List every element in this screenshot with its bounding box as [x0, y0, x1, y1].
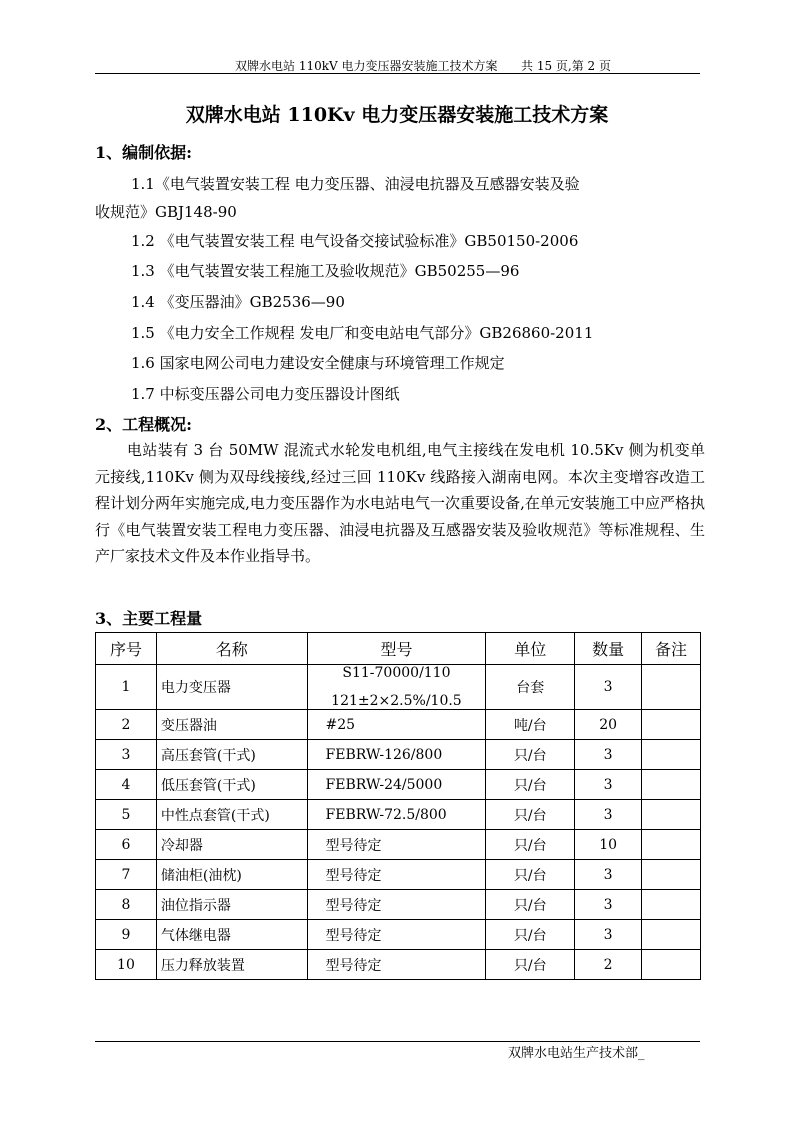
row-no: 4: [96, 770, 157, 800]
row-quantity: 10: [575, 830, 642, 860]
col-header-name: 名称: [156, 633, 307, 665]
table-row: [96, 740, 701, 770]
document-title: 双牌水电站 110Kv 电力变压器安装施工技术方案: [185, 104, 609, 126]
row-no: 10: [96, 950, 157, 980]
row-quantity: 20: [575, 710, 642, 740]
basis-item: 1.6 国家电网公司电力建设安全健康与环境管理工作规定: [131, 354, 505, 372]
row-name: 冷却器: [156, 830, 307, 860]
row-name: 储油柜(油枕): [156, 860, 307, 890]
row-unit: 只/台: [486, 800, 575, 830]
basis-item: 1.4 《变压器油》GB2536—90: [131, 293, 345, 311]
row-unit: 吨/台: [486, 710, 575, 740]
row-model: #25: [307, 710, 486, 740]
row-unit: 只/台: [486, 830, 575, 860]
page-header: [95, 55, 700, 74]
table-row: [96, 665, 701, 710]
row-model: 型号待定: [307, 860, 486, 890]
header-doc-title: 双牌水电站 110kV 电力变压器安装施工技术方案: [235, 59, 498, 73]
section-2-heading: 2、工程概况:: [95, 415, 193, 434]
row-name: 油位指示器: [156, 890, 307, 920]
row-model: [307, 665, 486, 710]
row-unit: 只/台: [486, 890, 575, 920]
basis-item: 1.2 《电气装置安装工程 电气设备交接试验标准》GB50150-2006: [131, 232, 579, 250]
row-unit: 只/台: [486, 860, 575, 890]
row-note: [642, 920, 701, 950]
col-header-model: 型号: [307, 633, 486, 665]
row-no: 5: [96, 800, 157, 830]
row-quantity: 2: [575, 950, 642, 980]
row-note: [642, 710, 701, 740]
row-model: 型号待定: [307, 890, 486, 920]
row-no: 3: [96, 740, 157, 770]
table-row: [96, 920, 701, 950]
row-note: [642, 740, 701, 770]
row-quantity: 3: [575, 770, 642, 800]
row-no: 2: [96, 710, 157, 740]
row-model-line: S11-70000/110: [342, 665, 451, 681]
table-header-row: [96, 633, 701, 665]
row-unit: 只/台: [486, 950, 575, 980]
section-3-heading: 3、主要工程量: [95, 609, 203, 628]
table-row: [96, 710, 701, 740]
col-header-unit: 单位: [486, 633, 575, 665]
basis-item: 1.1《电气装置安装工程 电力变压器、油浸电抗器及互感器安装及验: [131, 175, 580, 193]
row-note: [642, 770, 701, 800]
row-note: [642, 860, 701, 890]
row-quantity: 3: [575, 665, 642, 710]
row-no: 1: [96, 665, 157, 710]
row-name: 中性点套管(干式): [156, 800, 307, 830]
section-1-heading: 1、编制依据:: [95, 143, 193, 162]
row-note: [642, 950, 701, 980]
row-no: 7: [96, 860, 157, 890]
row-unit: 只/台: [486, 920, 575, 950]
col-header-quantity: 数量: [575, 633, 642, 665]
row-model: 型号待定: [307, 830, 486, 860]
row-model: FEBRW-126/800: [307, 740, 486, 770]
table-row: [96, 770, 701, 800]
row-name: 压力释放装置: [156, 950, 307, 980]
basis-item: 1.3 《电气装置安装工程施工及验收规范》GB50255—96: [131, 262, 520, 280]
table-row: [96, 890, 701, 920]
row-quantity: 3: [575, 860, 642, 890]
col-header-note: 备注: [642, 633, 701, 665]
row-model-line: 121±2×2.5%/10.5: [331, 693, 462, 709]
row-no: 6: [96, 830, 157, 860]
row-unit: 只/台: [486, 770, 575, 800]
row-quantity: 3: [575, 920, 642, 950]
row-note: [642, 665, 701, 710]
row-model: FEBRW-24/5000: [307, 770, 486, 800]
row-unit: 台套: [486, 665, 575, 710]
row-name: 变压器油: [156, 710, 307, 740]
basis-item: 1.5 《电力安全工作规程 发电厂和变电站电气部分》GB26860-2011: [131, 324, 594, 342]
row-unit: 只/台: [486, 740, 575, 770]
row-note: [642, 890, 701, 920]
page-footer: 双牌水电站生产技术部_: [508, 1046, 645, 1061]
row-model: 型号待定: [307, 950, 486, 980]
table-row: [96, 800, 701, 830]
row-name: 电力变压器: [156, 665, 307, 710]
row-note: [642, 800, 701, 830]
row-no: 9: [96, 920, 157, 950]
table-row: [96, 950, 701, 980]
table-row: [96, 830, 701, 860]
row-name: 低压套管(干式): [156, 770, 307, 800]
row-quantity: 3: [575, 740, 642, 770]
row-model: FEBRW-72.5/800: [307, 800, 486, 830]
quantity-table: [95, 632, 701, 980]
header-page-info: 共 15 页,第 2 页: [521, 59, 611, 73]
basis-item: 收规范》GBJ148-90: [95, 203, 237, 221]
row-quantity: 3: [575, 800, 642, 830]
row-no: 8: [96, 890, 157, 920]
col-header-no: 序号: [96, 633, 157, 665]
row-note: [642, 830, 701, 860]
project-overview-text: 电站装有 3 台 50MW 混流式水轮发电机组,电气主接线在发电机 10.5Kv 侧为机变单元接线,110Kv 侧为双母线接线,经过三回 110Kv 线路接入湖南电网。本次主变增容改造工程计划分两年实施完成,电力变压器作为水电站电气一次重要设备,在单元安装施工中应严格执行《电气装置安装工程电力变压器、油浸电抗器及互感器安装及验收规范》等标准规程、生产厂家技术文件及本作业指导书。: [95, 441, 705, 565]
row-name: 高压套管(干式): [156, 740, 307, 770]
row-model: 型号待定: [307, 920, 486, 950]
row-quantity: 3: [575, 890, 642, 920]
table-row: [96, 860, 701, 890]
basis-item: 1.7 中标变压器公司电力变压器设计图纸: [131, 385, 400, 403]
row-name: 气体继电器: [156, 920, 307, 950]
